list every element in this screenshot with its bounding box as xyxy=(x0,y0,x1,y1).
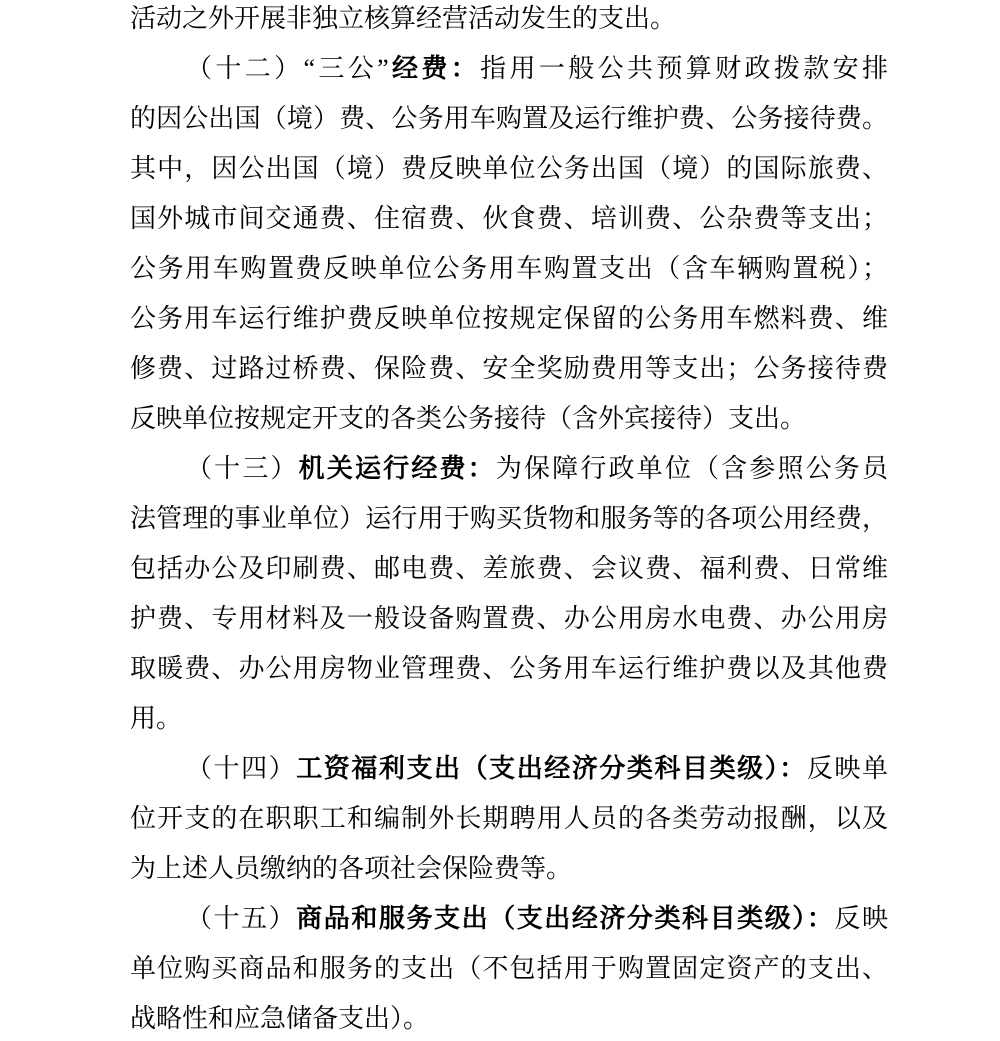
text-line-15 xyxy=(130,694,888,744)
document-body xyxy=(130,0,888,1041)
text-line-2 xyxy=(130,44,888,94)
text-segment-term: 机关运行经费： xyxy=(298,454,496,483)
text-line-19 xyxy=(130,894,888,944)
text-segment: 法管理的事业单位）运行用于购买货物和服务等的各项公用经费， xyxy=(130,504,888,533)
text-segment: （十三） xyxy=(186,454,299,483)
text-segment: 的因公出国（境）费、公务用车购置及运行维护费、公务接待费。 xyxy=(130,104,888,133)
text-line-20 xyxy=(130,944,888,994)
text-segment: 护费、专用材料及一般设备购置费、办公用房水电费、办公用房 xyxy=(130,604,888,633)
text-line-21 xyxy=(130,994,888,1041)
text-line-7 xyxy=(130,294,888,344)
text-segment-term: 商品和服务支出（支出经济分类科目类级）： xyxy=(296,904,835,933)
text-segment: 活动之外开展非独立核算经营活动发生的支出。 xyxy=(130,4,677,33)
text-segment: 公务用车购置费反映单位公务用车购置支出（含车辆购置税）； xyxy=(130,254,888,283)
text-line-13 xyxy=(130,594,888,644)
text-segment-term: 工资福利支出（支出经济分类科目类级）： xyxy=(296,754,807,783)
text-line-17 xyxy=(130,794,888,844)
text-segment-term: 经费： xyxy=(388,54,481,83)
text-segment: （十五） xyxy=(186,904,297,933)
text-segment: 指用一般公共预算财政拨款安排 xyxy=(480,54,888,83)
text-segment: 反映 xyxy=(834,904,888,933)
text-segment: 反映单位按规定开支的各类公务接待（含外宾接待）支出。 xyxy=(130,404,807,433)
text-line-18 xyxy=(130,844,888,894)
text-segment: 战略性和应急储备支出）。 xyxy=(130,1004,430,1033)
text-segment: 公务用车运行维护费反映单位按规定保留的公务用车燃料费、维 xyxy=(130,304,888,333)
text-line-3 xyxy=(130,94,888,144)
text-line-8 xyxy=(130,344,888,394)
text-line-10 xyxy=(130,444,888,494)
text-line-5 xyxy=(130,194,888,244)
text-segment: 反映单 xyxy=(806,754,888,783)
text-segment: 用。 xyxy=(130,704,183,733)
text-segment: 为保障行政单位（含参照公务员 xyxy=(495,454,888,483)
text-line-16 xyxy=(130,744,888,794)
text-segment: （十二）“三公” xyxy=(186,54,389,83)
text-segment: 修费、过路过桥费、保险费、安全奖励费用等支出；公务接待费 xyxy=(130,354,888,383)
text-line-4 xyxy=(130,144,888,194)
text-segment: 取暖费、办公用房物业管理费、公务用车运行维护费以及其他费 xyxy=(130,654,888,683)
text-segment: 为上述人员缴纳的各项社会保险费等。 xyxy=(130,854,573,883)
text-line-9 xyxy=(130,394,888,444)
text-line-11 xyxy=(130,494,888,544)
text-segment: 位开支的在职职工和编制外长期聘用人员的各类劳动报酬，以及 xyxy=(130,804,888,833)
text-segment: 单位购买商品和服务的支出（不包括用于购置固定资产的支出、 xyxy=(130,954,888,983)
text-line-14 xyxy=(130,644,888,694)
text-segment: 包括办公及印刷费、邮电费、差旅费、会议费、福利费、日常维 xyxy=(130,554,888,583)
text-segment: （十四） xyxy=(186,754,297,783)
text-line-1 xyxy=(130,0,888,44)
text-segment: 其中，因公出国（境）费反映单位公务出国（境）的国际旅费、 xyxy=(130,154,888,183)
text-segment: 国外城市间交通费、住宿费、伙食费、培训费、公杂费等支出； xyxy=(130,204,888,233)
text-line-6 xyxy=(130,244,888,294)
text-line-12 xyxy=(130,544,888,594)
